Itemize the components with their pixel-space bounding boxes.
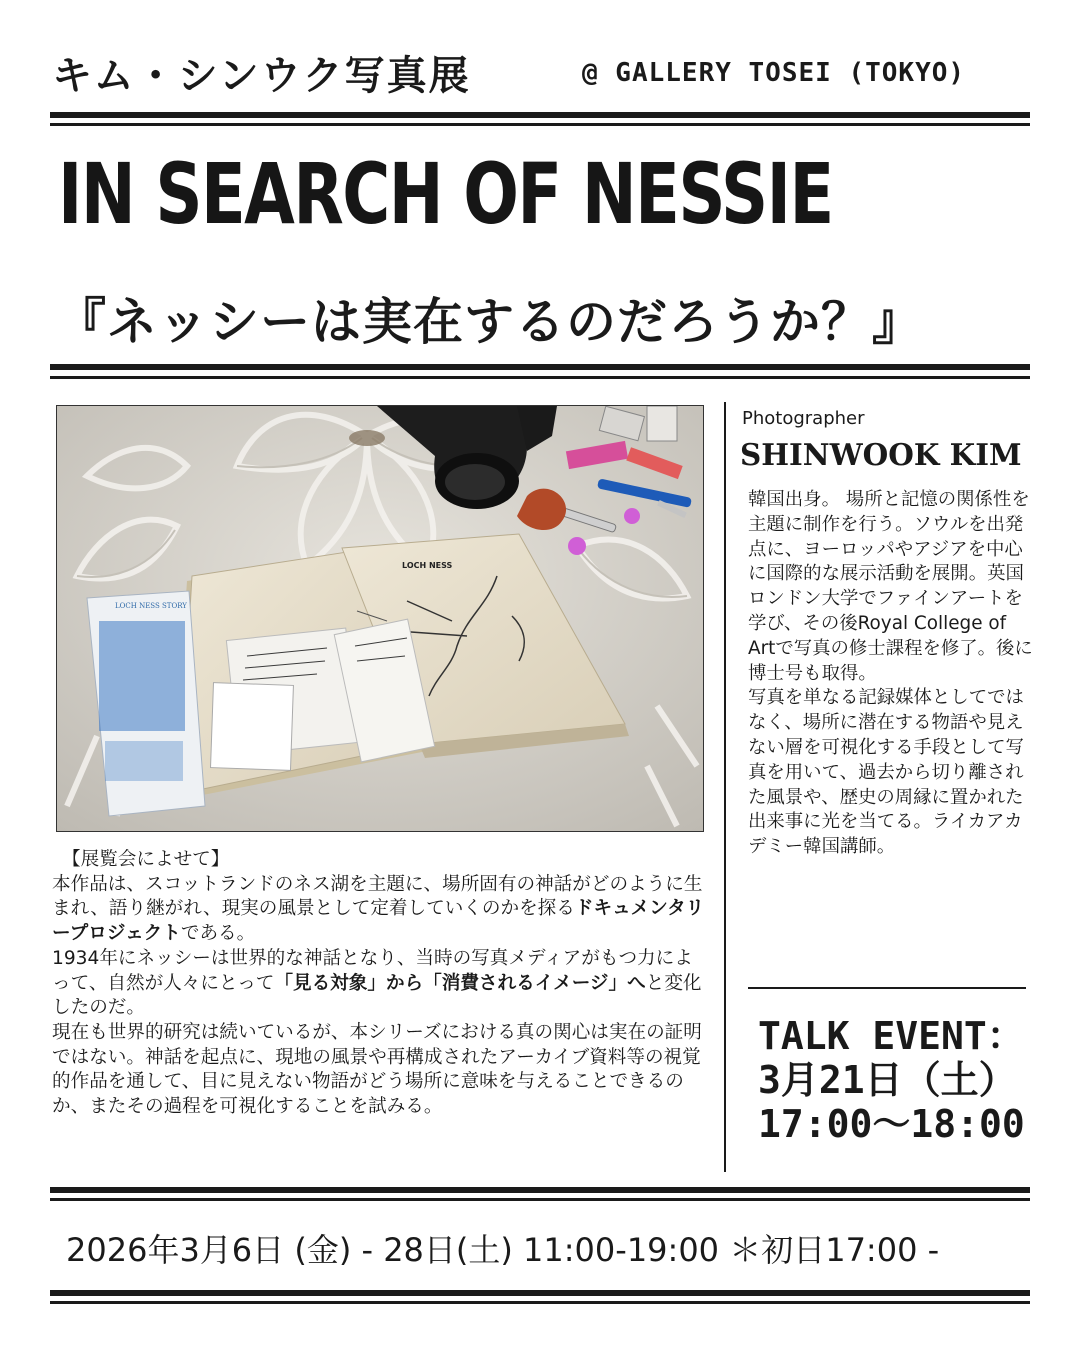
loch-ness-book-illustration bbox=[57, 406, 703, 831]
exhibition-title-jp: キム・シンウク写真展 bbox=[52, 53, 471, 99]
description-paragraph-2: 1934年にネッシーは世界的な神話となり、当時の写真メディアがもつ力によって、自然が人々にとって「見る対象」から「消費されるイメージ」へと変化したのだ。 bbox=[52, 947, 702, 1019]
pamphlet-title: LOCH NESS STORY bbox=[115, 602, 187, 610]
top-rule-thick bbox=[50, 112, 1030, 118]
emphasis-documentary: ドキュメンタリープロジェクト bbox=[52, 898, 705, 945]
footer-rule-top-thin bbox=[50, 1198, 1030, 1201]
vertical-divider bbox=[724, 402, 726, 1172]
book-header-text: LOCH NESS bbox=[402, 561, 453, 570]
photographer-name: SHINWOOK KIM bbox=[740, 438, 1022, 473]
description-heading: 【展覧会によせて】 bbox=[62, 849, 230, 870]
exhibition-photo bbox=[56, 405, 704, 832]
photographer-bio bbox=[748, 488, 1036, 860]
description-paragraph-3: 現在も世界的研究は続いているが、本シリーズにおける真の関心は実在の証明ではない。神話を起点に、現地の風景や再構成されたアーカイブ資料等の視覚的作品を通して、目に見えない物語がどう場所に意味を与えることできるのか、またその過程を可視化することを試みる。 bbox=[52, 1021, 702, 1118]
top-rule-thin bbox=[50, 123, 1030, 126]
mid-rule-thin bbox=[50, 376, 1030, 379]
talk-event-date: 3月21日（土） bbox=[758, 1058, 1017, 1102]
exhibition-dates: 2026年3月6日 (金) - 28日(土) 11:00-19:00 ＊初日17:00 - bbox=[66, 1231, 940, 1269]
flower-center bbox=[349, 430, 385, 446]
bio-paragraph-1: 韓国出身。 場所と記憶の関係性を主題に制作を行う。ソウルを出発点に、ヨーロッパやアジアを中心に国際的な展示活動を展開。英国ロンドン大学でファインアートを学び、その後Royal College of Artで写真の修士課程を修了。後に博士号も取得。 bbox=[748, 489, 1033, 684]
bio-divider bbox=[748, 987, 1026, 989]
footer-rule-top-thick bbox=[50, 1187, 1030, 1193]
emphasis-image: 「見る対象」から「消費されるイメージ」へ bbox=[274, 972, 646, 994]
footer-rule-bottom-thin bbox=[50, 1301, 1030, 1304]
description-paragraph-1: 本作品は、スコットランドのネス湖を主題に、場所固有の神話がどのように生まれ、語り継がれ、現実の風景として定着していくのかを探るドキュメンタリープロジェクトである。 bbox=[52, 873, 705, 945]
main-title-jp: 『ネッシーは実在するのだろうか？』 bbox=[56, 293, 923, 351]
venue-label: @ GALLERY TOSEI (TOKYO) bbox=[582, 58, 966, 88]
talk-event-time: 17:00～18:00 bbox=[758, 1102, 1025, 1146]
talk-event bbox=[758, 1014, 1028, 1146]
mid-rule-thick bbox=[50, 364, 1030, 370]
main-title-en: IN SEARCH OF NESSIE bbox=[58, 145, 833, 243]
exhibition-description bbox=[52, 848, 708, 1120]
photographer-label: Photographer bbox=[742, 408, 865, 429]
footer-rule-bottom-thick bbox=[50, 1290, 1030, 1296]
bio-paragraph-2: 写真を単なる記録媒体としてではなく、場所に潜在する物語や見えない層を可視化する手段として写真を用いて、過去から切り離された風景や、歴史の周縁に置かれた出来事に光を当てる。ライカアカデミー韓国講師。 bbox=[748, 687, 1024, 858]
talk-event-title: TALK EVENT： bbox=[758, 1014, 1025, 1058]
